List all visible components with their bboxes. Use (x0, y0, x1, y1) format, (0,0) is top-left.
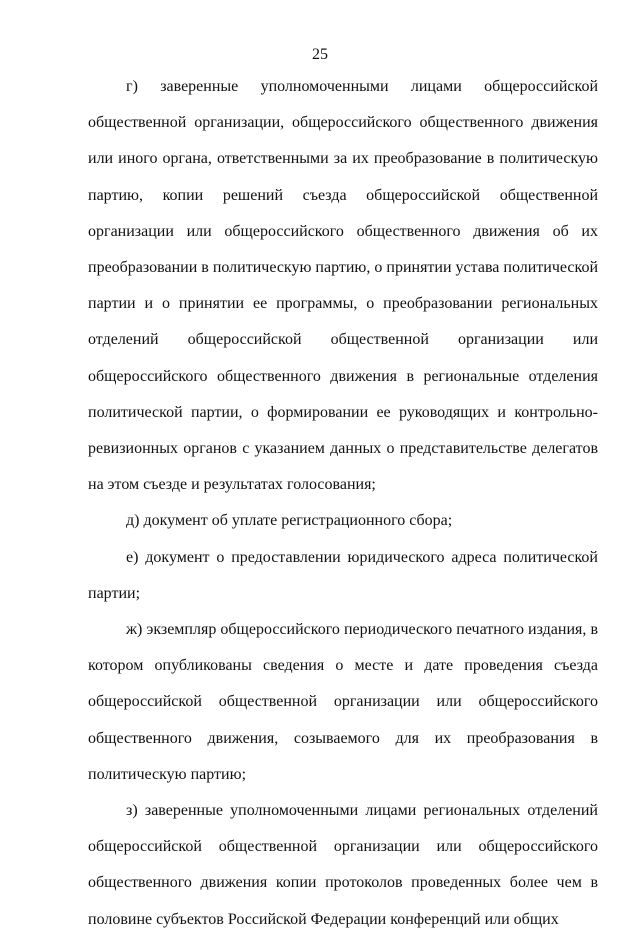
paragraph-item-g: г) заверенные уполномоченными лицами общероссийской общественной организации, общероссийского общественного движения или иного органа, ответственными за их преобразование в политическую партию, копии решений съезда общероссийской общественной организации или общероссийского общественного движения об их преобразовании в политическую партию, о принятии устава политической партии и о принятии ее программы, о преобразовании региональных отделений общероссийской общественной организации или общероссийского общественного движения в региональные отделения политической партии, о формировании ее руководящих и контрольно-ревизионных органов с указанием данных о представительстве делегатов на этом съезде и результатах голосования; (88, 78, 599, 494)
paragraph-item-e: е) документ о предоставлении юридического адреса политической партии; (88, 548, 598, 602)
paragraph-item-d: д) документ об уплате регистрационного сбора; (126, 512, 453, 530)
paragraph-item-z: з) заверенные уполномоченными лицами региональных отделений общероссийской общественной организации или общероссийского общественного движения копии протоколов проведенных более чем в половине субъектов Российской Федерации конференций или общих (88, 802, 598, 928)
page-number: 25 (312, 46, 328, 63)
document-body (88, 69, 598, 938)
paragraph-item-zh: ж) экземпляр общероссийского периодического печатного издания, в котором опубликованы сведения о месте и дате проведения съезда общероссийской общественной организации или общероссийского общественного движения, созываемого для их преобразования в политическую партию; (88, 621, 598, 783)
